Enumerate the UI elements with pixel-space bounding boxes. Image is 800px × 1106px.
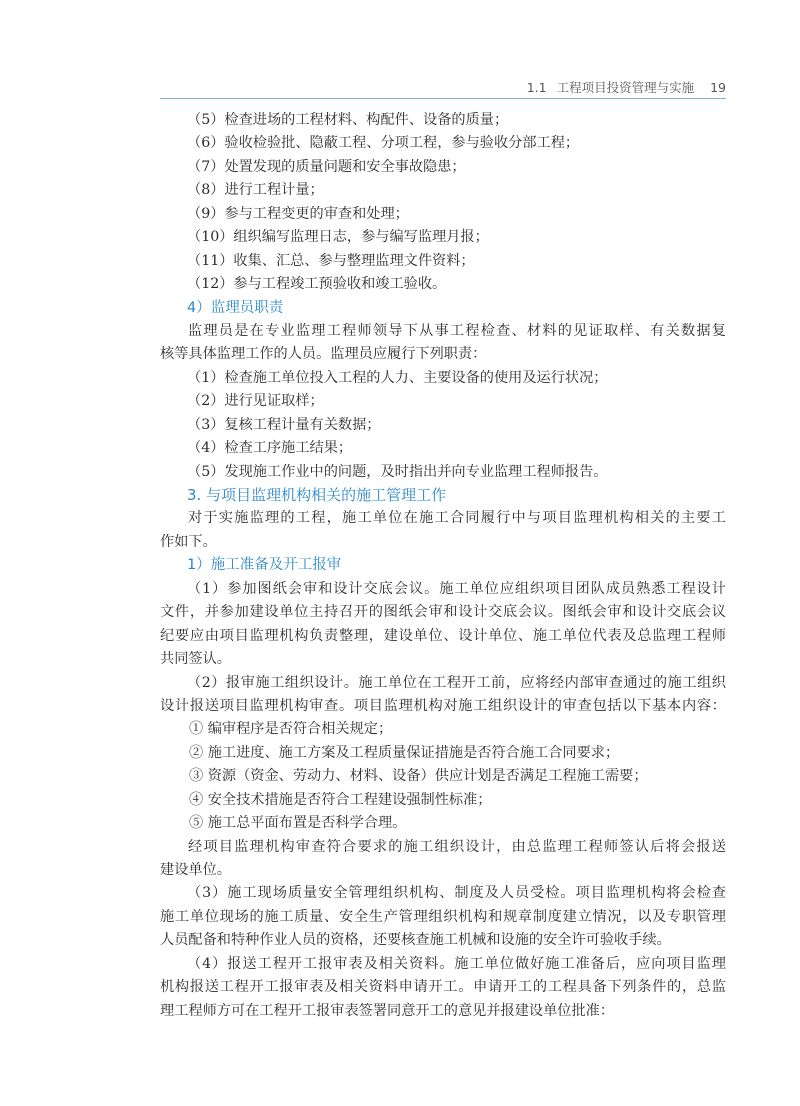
list-item: （9）参与工程变更的审查和处理； bbox=[187, 205, 409, 222]
list-item: （1）检查施工单位投入工程的人力、主要设备的使用及运行状况； bbox=[187, 369, 608, 386]
page-number: 19 bbox=[710, 80, 726, 95]
list-item: （3）复核工程计量有关数据； bbox=[187, 416, 381, 433]
list-item: ④ 安全技术措施是否符合工程建设强制性标准； bbox=[189, 791, 492, 808]
paragraph-line: 作如下。 bbox=[160, 533, 217, 550]
subheading-preparation: 1）施工准备及开工报审 bbox=[187, 557, 342, 574]
paragraph-line: （2）报审施工组织设计。施工单位在工程开工前，应将经内部审查通过的施工组织 bbox=[187, 674, 726, 691]
list-item: （6）验收检验批、隐蔽工程、分项工程，参与验收分部工程； bbox=[187, 135, 580, 152]
list-item: （4）检查工序施工结果； bbox=[187, 440, 353, 457]
list-item: ③ 资源（资金、劳动力、材料、设备）供应计划是否满足工程施工需要； bbox=[189, 768, 648, 785]
paragraph-line: 设计报送项目监理机构审查。项目监理机构对施工组织设计的审查包括以下基本内容： bbox=[160, 697, 726, 714]
paragraph-line: 共同签认。 bbox=[160, 651, 231, 668]
paragraph-line: 经项目监理机构审查符合要求的施工组织设计，由总监理工程师签认后将会报送 bbox=[188, 838, 726, 855]
paragraph-line: 理工程师方可在工程开工报审表签署同意开工的意见并报建设单位批准： bbox=[160, 1002, 615, 1019]
running-header bbox=[160, 76, 726, 99]
paragraph-line: 对于实施监理的工程，施工单位在施工合同履行中与项目监理机构相关的主要工 bbox=[188, 510, 726, 527]
list-item: ① 编审程序是否符合相关规定； bbox=[189, 721, 393, 738]
paragraph-line: （4）报送工程开工报审表及相关资料。施工单位做好施工准备后，应向项目监理 bbox=[187, 955, 726, 972]
list-item: （11）收集、汇总、参与整理监理文件资料； bbox=[187, 252, 475, 269]
paragraph-line: 机构报送工程开工报审表及相关资料申请开工。申请开工的工程具备下列条件的，总监 bbox=[160, 979, 726, 996]
paragraph-line: 核等具体监理工作的人员。监理员应履行下列职责： bbox=[160, 346, 487, 363]
paragraph-line: 施工单位现场的施工质量、安全生产管理组织机构和规章制度建立情况，以及专职管理 bbox=[160, 908, 726, 925]
paragraph-line: 纪要应由项目监理机构负责整理，建设单位、设计单位、施工单位代表及总监理工程师 bbox=[160, 627, 726, 644]
paragraph-line: （3）施工现场质量安全管理组织机构、制度及人员受检。项目监理机构将会检查 bbox=[187, 885, 726, 902]
list-item: （10）组织编写监理日志，参与编写监理月报； bbox=[187, 229, 489, 246]
list-item: （5）检查进场的工程材料、构配件、设备的质量； bbox=[187, 112, 509, 128]
list-item: ⑤ 施工总平面布置是否科学合理。 bbox=[189, 815, 407, 832]
list-item: （8）进行工程计量； bbox=[187, 182, 324, 199]
paragraph-line: 建设单位。 bbox=[160, 862, 231, 878]
paragraph-line: 人员配备和特种作业人员的资格，还要核查施工机械和设施的安全许可验收手续。 bbox=[160, 932, 671, 949]
paragraph-line: 监理员是在专业监理工程师领导下从事工程检查、材料的见证取样、有关数据复 bbox=[188, 322, 726, 339]
list-item: （12）参与工程竣工预验收和竣工验收。 bbox=[187, 276, 447, 293]
section-heading: 3. 与项目监理机构相关的施工管理工作 bbox=[187, 486, 447, 504]
list-item: （7）处置发现的质量问题和安全事故隐患； bbox=[187, 158, 466, 175]
header-title: 工程项目投资管理与实施 bbox=[556, 80, 695, 95]
list-item: （5）发现施工作业中的问题，及时指出并向专业监理工程师报告。 bbox=[187, 463, 608, 480]
list-item: ② 施工进度、施工方案及工程质量保证措施是否符合施工合同要求； bbox=[189, 744, 620, 761]
header-text bbox=[527, 78, 726, 96]
subheading-inspector-duties: 4）监理员职责 bbox=[187, 299, 284, 316]
header-section-number: 1.1 bbox=[526, 80, 547, 95]
paragraph-line: （1）参加图纸会审和设计交底会议。施工单位应组织项目团队成员熟悉工程设计 bbox=[187, 580, 726, 597]
page-body bbox=[160, 109, 726, 1023]
paragraph-line: 文件，并参加建设单位主持召开的图纸会审和设计交底会议。图纸会审和设计交底会议 bbox=[160, 604, 726, 621]
list-item: （2）进行见证取样； bbox=[187, 393, 324, 410]
